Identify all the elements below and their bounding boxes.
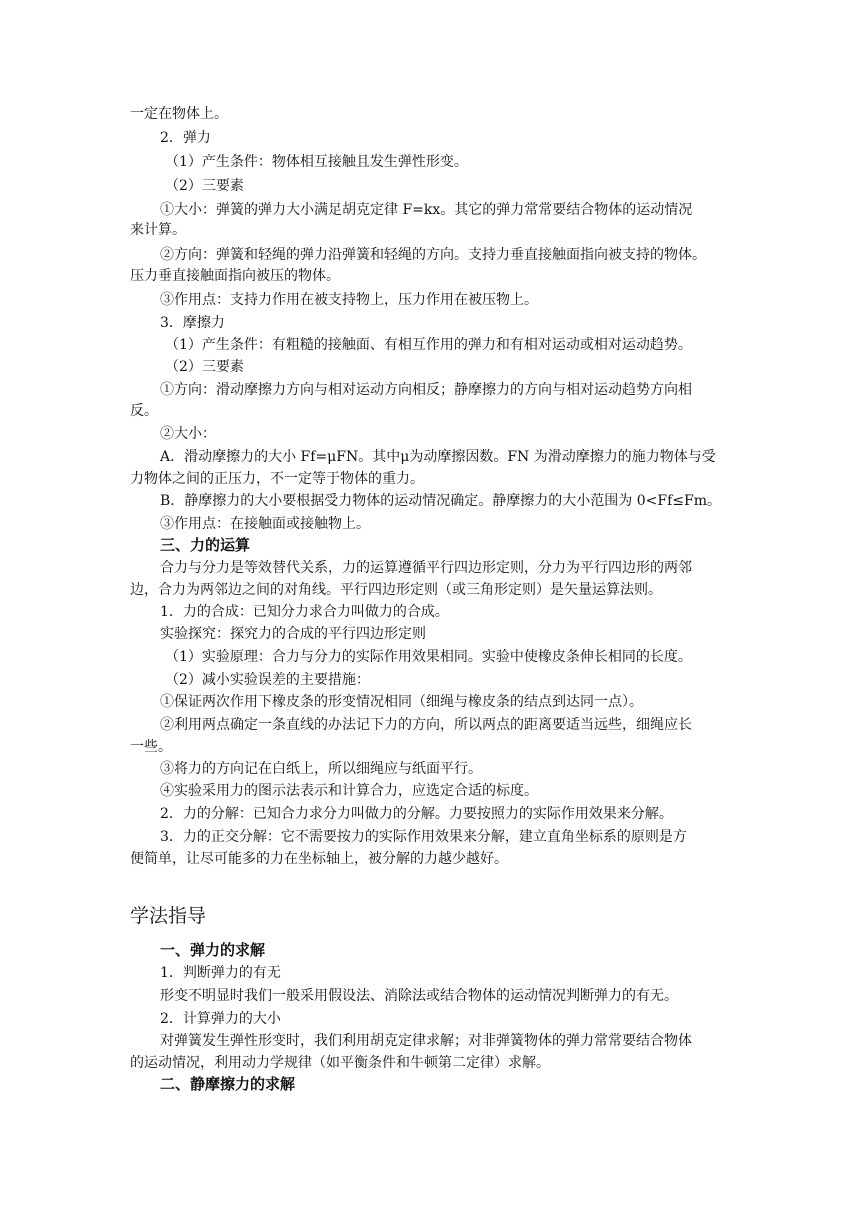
text-line: 1．力的合成：已知分力求合力叫做力的合成。 [160,604,449,620]
text-line: （2）减小实验误差的主要措施： [165,672,370,688]
text-line: ④实验采用力的图示法表示和计算合力，应选定合适的标度。 [160,783,538,799]
text-line: ②利用两点确定一条直线的办法记下力的方向，所以两点的距离要适当远些，细绳应长 [160,717,692,733]
text-line: ②大小： [160,426,216,442]
chapter-heading: 学法指导 [130,905,207,927]
text-line: ②方向：弹簧和轻绳的弹力沿弹簧和轻绳的方向。支持力垂直接触面指向被支持的物体。 [160,247,706,263]
text-line: 力物体之间的正压力，不一定等于物体的重力。 [130,471,424,487]
text-line: 3．力的正交分解：它不需要按力的实际作用效果来分解，建立直角坐标系的原则是方 [160,829,687,845]
text-line: ①方向：滑动摩擦力方向与相对运动方向相反；静摩擦力的方向与相对运动趋势方向相 [160,382,692,398]
text-line: 一定在物体上。 [130,106,228,122]
text-line: ③将力的方向记在白纸上，所以细绳应与纸面平行。 [160,761,482,777]
text-line: A．滑动摩擦力的大小 Ff=μFN。其中μ为动摩擦因数。FN 为滑动摩擦力的施力物体与受 [160,449,716,465]
text-line: （2）三要素 [165,178,244,194]
text-line: ③作用点：在接触面或接触物上。 [160,516,370,532]
text-line: 2．弹力 [160,130,211,146]
text-line: 反。 [130,403,158,419]
text-line: 形变不明显时我们一般采用假设法、消除法或结合物体的运动情况判断弹力的有无。 [160,988,678,1004]
text-line: 合力与分力是等效替代关系，力的运算遵循平行四边形定则，分力为平行四边形的两邻 [160,560,692,576]
text-line: （1）实验原理：合力与分力的实际作用效果相同。实验中使橡皮条伸长相同的长度。 [165,649,692,665]
text-line: ①大小：弹簧的弹力大小满足胡克定律 F=kx。其它的弹力常常要结合物体的运动情况 [160,202,693,218]
section-heading: 三、力的运算 [160,536,251,554]
text-line: ③作用点：支持力作用在被支持物上，压力作用在被压物上。 [160,292,538,308]
text-line: 实验探究：探究力的合成的平行四边形定则 [160,626,426,642]
text-line: 3．摩擦力 [160,315,225,331]
text-line: （1）产生条件：物体相互接触且发生弹性形变。 [165,154,468,170]
text-line: ①保证两次作用下橡皮条的形变情况相同（细绳与橡皮条的结点到达同一点）。 [160,694,643,710]
text-line: 边，合力为两邻边之间的对角线。平行四边形定则（或三角形定则）是矢量运算法则。 [130,582,662,598]
text-line: 压力垂直接触面指向被压的物体。 [130,268,340,284]
text-line: 来计算。 [130,222,186,238]
text-line: B．静摩擦力的大小要根据受力物体的运动情况确定。静摩擦力的大小范围为 0<Ff≤Fm。 [160,493,721,509]
text-line: 2．力的分解：已知合力求分力叫做力的分解。力要按照力的实际作用效果来分解。 [160,806,673,822]
text-line: 一些。 [130,739,172,755]
text-line: 2．计算弹力的大小 [160,1011,281,1027]
text-line: 的运动情况，利用动力学规律（如平衡条件和牛顿第二定律）求解。 [130,1055,550,1071]
section-heading: 一、弹力的求解 [160,941,266,959]
text-line: （2）三要素 [165,359,244,375]
text-line: 便简单，让尽可能多的力在坐标轴上，被分解的力越少越好。 [130,851,508,867]
text-line: （1）产生条件：有粗糙的接触面、有相互作用的弹力和有相对运动或相对运动趋势。 [165,337,692,353]
text-line: 1．判断弹力的有无 [160,965,281,981]
text-line: 对弹簧发生弹性形变时，我们利用胡克定律求解；对非弹簧物体的弹力常常要结合物体 [160,1033,692,1049]
section-heading: 二、静摩擦力的求解 [160,1075,296,1093]
